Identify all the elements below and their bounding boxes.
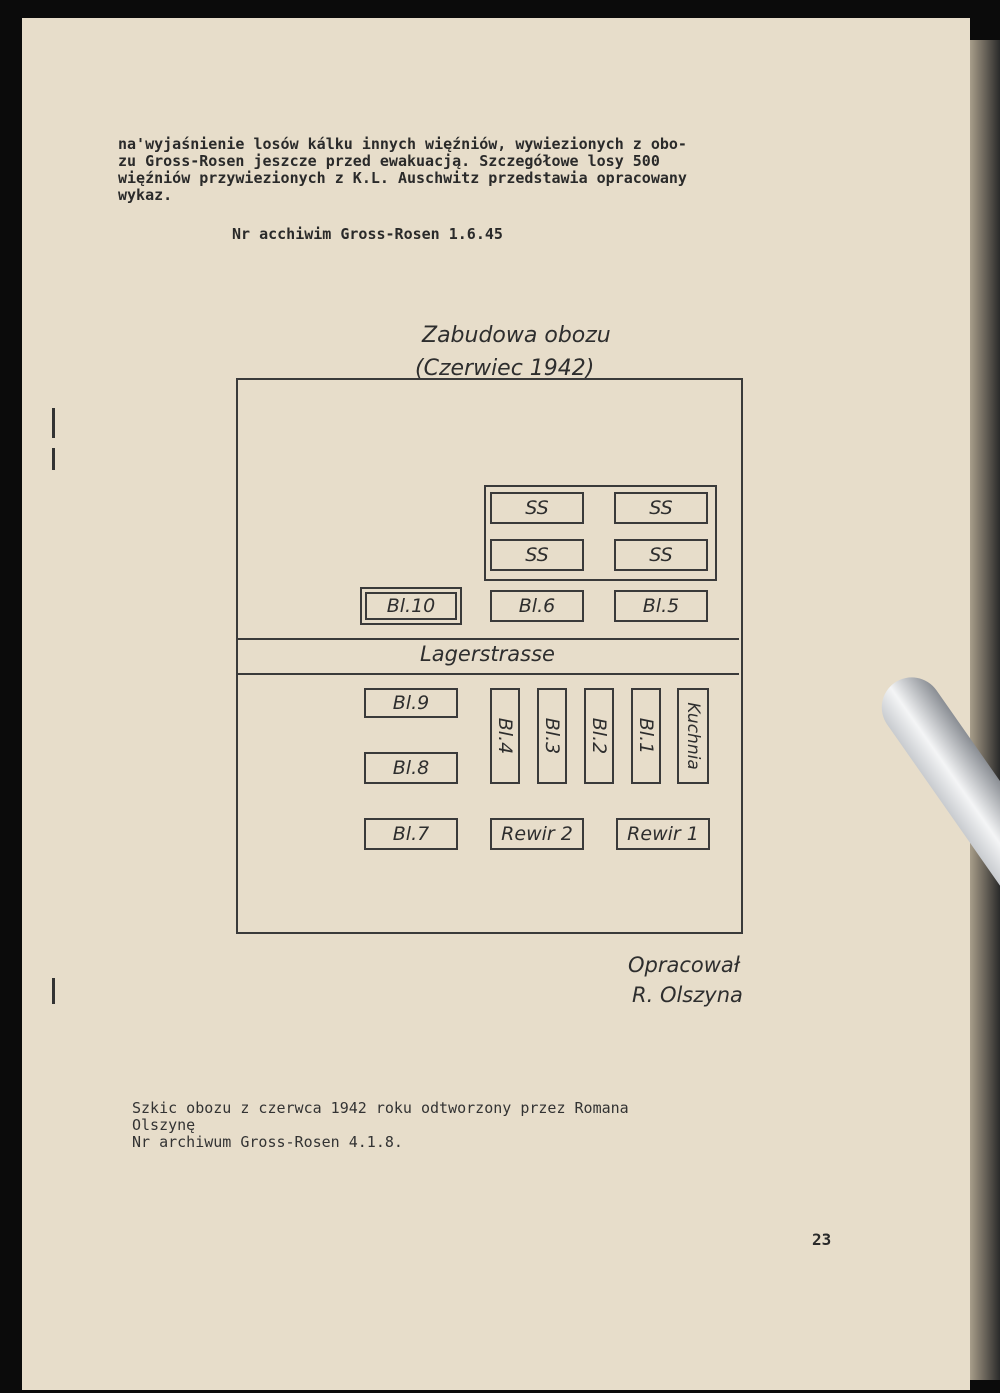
archive-reference-top: Nr acchiwim Gross-Rosen 1.6.45 [232, 225, 503, 243]
kitchen-label: Kuchnia [683, 702, 704, 770]
block-2-label: Bl.2 [588, 717, 611, 755]
block-10: Bl.10 [365, 592, 457, 620]
binding-mark [52, 408, 55, 438]
page-number: 23 [812, 1230, 832, 1249]
ss-block: SS [614, 492, 708, 524]
binding-mark [52, 448, 55, 470]
author-name: R. Olszyna [632, 983, 743, 1007]
plan-date: (Czerwiec 1942) [415, 356, 595, 381]
kitchen-block [677, 688, 709, 784]
plan-title: Zabudowa obozu [422, 323, 611, 348]
rewir-2-block: Rewir 2 [490, 818, 584, 850]
block-4 [490, 688, 520, 784]
block-7: Bl.7 [364, 818, 458, 850]
block-2 [584, 688, 614, 784]
ss-block: SS [490, 539, 584, 571]
author-credit: Opracował [628, 953, 740, 977]
road-label: Lagerstrasse [420, 642, 555, 666]
rewir-1-block: Rewir 1 [616, 818, 710, 850]
block-9: Bl.9 [364, 688, 458, 718]
block-4-label: Bl.4 [494, 717, 517, 755]
figure-caption: Szkic obozu z czerwca 1942 roku odtworzony przez Romana Olszynę Nr archiwum Gross-Rosen 4.1.8. [132, 1099, 629, 1151]
block-5: Bl.5 [614, 590, 708, 622]
block-1 [631, 688, 661, 784]
intro-paragraph: na'wyjaśnienie losów kálku innych więźniów, wywiezionych z obo- zu Gross-Rosen jeszcze przed ewakuacją. Szczegółowe losy 500 więźniów przywiezionych z K.L. Auschwitz przedstawia opracowany wykaz. [118, 135, 687, 204]
block-3 [537, 688, 567, 784]
block-6: Bl.6 [490, 590, 584, 622]
binding-mark [52, 978, 55, 1004]
lagerstrasse-road [236, 638, 739, 675]
ss-block: SS [614, 539, 708, 571]
block-3-label: Bl.3 [541, 717, 564, 755]
block-8: Bl.8 [364, 752, 458, 784]
document-page [22, 18, 970, 1390]
ss-block: SS [490, 492, 584, 524]
block-1-label: Bl.1 [635, 717, 658, 755]
